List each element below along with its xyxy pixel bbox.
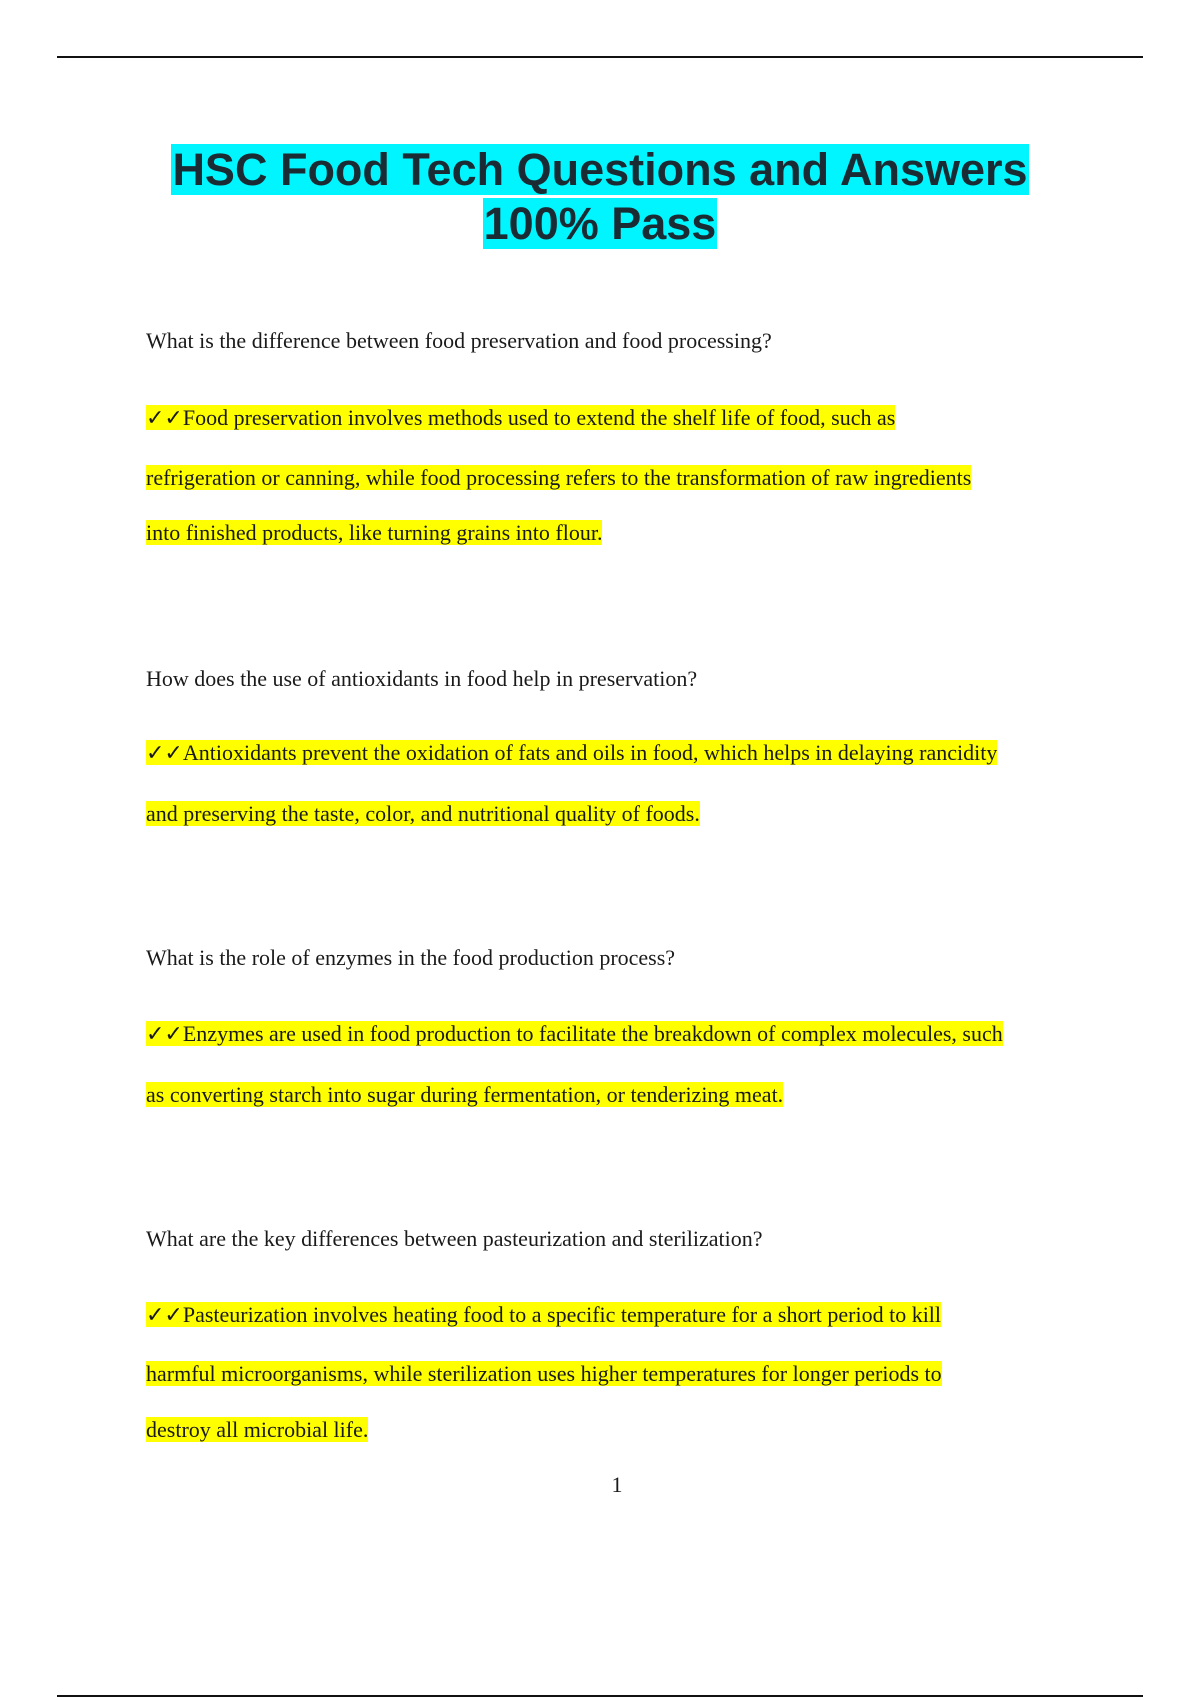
answer-3-line-1 bbox=[146, 1021, 1003, 1047]
answer-3-line-1-text: ✓✓Enzymes are used in food production to facilitate the breakdown of complex molecules, such bbox=[146, 1021, 1003, 1046]
title-line-2: 100% Pass bbox=[483, 198, 717, 249]
answer-1-line-3-text: into finished products, like turning grains into flour. bbox=[146, 520, 603, 545]
answer-1-line-2 bbox=[146, 465, 971, 491]
answer-4-line-2-text: harmful microorganisms, while sterilization uses higher temperatures for longer periods to bbox=[146, 1361, 942, 1386]
answer-4-line-1-text: ✓✓Pasteurization involves heating food to a specific temperature for a short period to kill bbox=[146, 1302, 942, 1327]
answer-2-line-2 bbox=[146, 801, 700, 827]
title-line-1: HSC Food Tech Questions and Answers bbox=[172, 144, 1028, 195]
question-2: How does the use of antioxidants in food help in preservation? bbox=[146, 666, 698, 691]
header-rule bbox=[57, 56, 1143, 58]
question-3: What is the role of enzymes in the food production process? bbox=[146, 945, 676, 970]
answer-2-line-1-text: ✓✓Antioxidants prevent the oxidation of fats and oils in food, which helps in delaying rancidity bbox=[146, 740, 998, 765]
answer-3-line-2 bbox=[146, 1082, 783, 1108]
answer-1-line-2-text: refrigeration or canning, while food processing refers to the transformation of raw ingredients bbox=[146, 465, 972, 490]
answer-3-line-2-text: as converting starch into sugar during fermentation, or tenderizing meat. bbox=[146, 1082, 784, 1107]
document-title bbox=[0, 143, 1200, 251]
answer-4-line-3 bbox=[146, 1417, 368, 1443]
page-number: 1 bbox=[611, 1472, 623, 1497]
answer-4-line-3-text: destroy all microbial life. bbox=[146, 1417, 369, 1442]
answer-1-line-1-text: ✓✓Food preservation involves methods used to extend the shelf life of food, such as bbox=[146, 405, 896, 430]
answer-1-line-1 bbox=[146, 405, 895, 431]
footer-rule bbox=[57, 1695, 1143, 1697]
answer-2-line-1 bbox=[146, 740, 997, 766]
question-1: What is the difference between food preservation and food processing? bbox=[146, 328, 772, 353]
answer-2-line-2-text: and preserving the taste, color, and nutritional quality of foods. bbox=[146, 801, 700, 826]
answer-4-line-1 bbox=[146, 1302, 941, 1328]
answer-4-line-2 bbox=[146, 1361, 942, 1387]
question-4: What are the key differences between pasteurization and sterilization? bbox=[146, 1226, 763, 1251]
answer-1-line-3 bbox=[146, 520, 602, 546]
